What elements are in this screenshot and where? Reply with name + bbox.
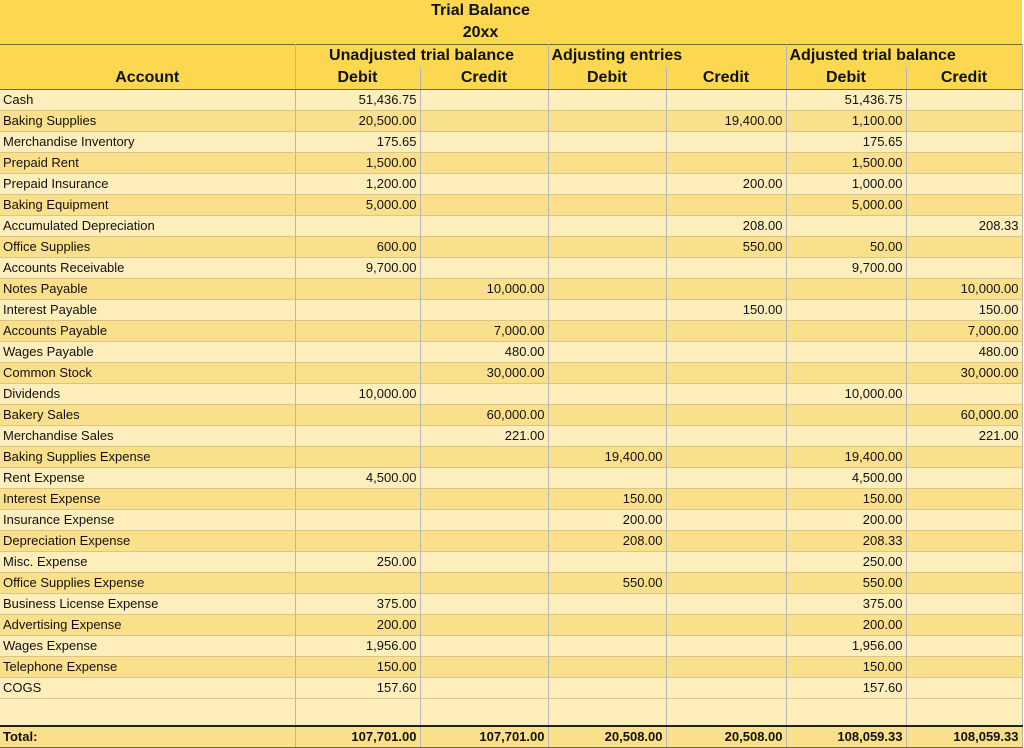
cell-unadjusted-debit[interactable]: 9,700.00	[295, 258, 420, 279]
cell-unadjusted-credit[interactable]	[420, 552, 548, 573]
cell-adjusting-credit[interactable]	[666, 258, 786, 279]
cell-account[interactable]: Prepaid Insurance	[0, 174, 295, 195]
cell-adjusting-debit[interactable]	[548, 615, 666, 636]
cell-adjusting-credit[interactable]: 19,400.00	[666, 111, 786, 132]
table-row	[0, 594, 1022, 615]
cell-adjusted-credit[interactable]	[906, 573, 1022, 594]
cell-adjusting-debit[interactable]	[548, 195, 666, 216]
cell-adjusting-credit[interactable]	[666, 153, 786, 174]
cell-adjusting-credit[interactable]	[666, 279, 786, 300]
cell-unadjusted-debit[interactable]	[295, 531, 420, 552]
cell-unadjusted-credit[interactable]	[420, 258, 548, 279]
cell-unadjusted-debit[interactable]: 20,500.00	[295, 111, 420, 132]
cell-account[interactable]: Wages Expense	[0, 636, 295, 657]
cell-adjusted-credit[interactable]: 480.00	[906, 342, 1022, 363]
cell-account[interactable]: Wages Payable	[0, 342, 295, 363]
cell-adjusting-debit[interactable]	[548, 321, 666, 342]
cell-adjusted-debit[interactable]: 157.60	[786, 678, 906, 699]
table-row	[0, 153, 1022, 174]
table-row	[0, 552, 1022, 573]
cell-adjusting-debit[interactable]	[548, 174, 666, 195]
cell-adjusted-credit[interactable]	[906, 468, 1022, 489]
cell-adjusted-debit[interactable]	[786, 405, 906, 426]
cell-unadjusted-credit[interactable]	[420, 216, 548, 237]
cell-adjusting-debit[interactable]	[548, 342, 666, 363]
cell-unadjusted-credit[interactable]	[420, 657, 548, 678]
col-header-adjusting-debit[interactable]: Debit	[548, 67, 666, 90]
cell-account[interactable]: Business License Expense	[0, 594, 295, 615]
cell-adjusting-credit[interactable]	[666, 363, 786, 384]
cell-adjusted-credit[interactable]: 30,000.00	[906, 363, 1022, 384]
cell-unadjusted-debit[interactable]: 10,000.00	[295, 384, 420, 405]
cell-adjusting-debit[interactable]	[548, 426, 666, 447]
cell-unadjusted-debit[interactable]	[295, 300, 420, 321]
table-row	[0, 573, 1022, 594]
cell-unadjusted-credit[interactable]	[420, 468, 548, 489]
cell-adjusted-credit[interactable]	[906, 489, 1022, 510]
cell-adjusted-debit[interactable]: 10,000.00	[786, 384, 906, 405]
cell-adjusted-credit[interactable]	[906, 552, 1022, 573]
cell-adjusting-credit[interactable]	[666, 510, 786, 531]
cell-adjusting-debit[interactable]	[548, 300, 666, 321]
cell-adjusted-credit[interactable]: 10,000.00	[906, 279, 1022, 300]
total-unadjusted-credit[interactable]: 107,701.00	[420, 726, 548, 748]
cell-adjusting-debit[interactable]	[548, 594, 666, 615]
cell-adjusting-credit[interactable]	[666, 573, 786, 594]
cell-unadjusted-debit[interactable]	[295, 573, 420, 594]
cell-unadjusted-debit[interactable]	[295, 447, 420, 468]
cell-adjusted-debit[interactable]: 4,500.00	[786, 468, 906, 489]
table-row	[0, 384, 1022, 405]
cell-account[interactable]: Baking Supplies	[0, 111, 295, 132]
cell-account[interactable]: Dividends	[0, 384, 295, 405]
cell-adjusted-credit[interactable]: 60,000.00	[906, 405, 1022, 426]
col-header-unadjusted-debit[interactable]: Debit	[295, 67, 420, 90]
cell-unadjusted-debit[interactable]	[295, 363, 420, 384]
table-row	[0, 111, 1022, 132]
table-row	[0, 426, 1022, 447]
cell-unadjusted-credit[interactable]	[420, 195, 548, 216]
cell-adjusted-credit[interactable]	[906, 111, 1022, 132]
cell-adjusted-credit[interactable]	[906, 174, 1022, 195]
cell-adjusted-credit[interactable]	[906, 258, 1022, 279]
cell-adjusting-credit[interactable]: 150.00	[666, 300, 786, 321]
cell-adjusting-debit[interactable]	[548, 678, 666, 699]
cell-adjusted-debit[interactable]: 208.33	[786, 531, 906, 552]
cell-adjusted-debit[interactable]: 550.00	[786, 573, 906, 594]
cell-adjusting-debit[interactable]	[548, 258, 666, 279]
cell-adjusted-credit[interactable]	[906, 132, 1022, 153]
table-row	[0, 531, 1022, 552]
cell-adjusted-debit[interactable]: 150.00	[786, 489, 906, 510]
total-unadjusted-debit[interactable]: 107,701.00	[295, 726, 420, 748]
cell-unadjusted-credit[interactable]	[420, 678, 548, 699]
cell-unadjusted-credit[interactable]	[420, 111, 548, 132]
cell-adjusted-debit[interactable]	[786, 216, 906, 237]
cell-adjusted-debit[interactable]: 175.65	[786, 132, 906, 153]
cell-unadjusted-credit[interactable]	[420, 384, 548, 405]
cell-unadjusted-credit[interactable]	[420, 300, 548, 321]
cell-unadjusted-credit[interactable]: 30,000.00	[420, 363, 548, 384]
group-header-unadjusted[interactable]: Unadjusted trial balance	[295, 45, 548, 68]
cell-unadjusted-debit[interactable]	[295, 489, 420, 510]
sheet-subtitle[interactable]: 20xx	[295, 22, 666, 45]
cell-unadjusted-debit[interactable]: 51,436.75	[295, 90, 420, 111]
cell-adjusting-debit[interactable]	[548, 384, 666, 405]
cell-adjusted-debit[interactable]	[786, 363, 906, 384]
cell-adjusting-debit[interactable]	[548, 363, 666, 384]
cell-unadjusted-credit[interactable]	[420, 132, 548, 153]
cell-adjusted-debit[interactable]: 51,436.75	[786, 90, 906, 111]
group-header-adjusting[interactable]: Adjusting entries	[548, 45, 786, 68]
table-row	[0, 279, 1022, 300]
cell-adjusting-credit[interactable]	[666, 342, 786, 363]
cell-adjusted-credit[interactable]: 150.00	[906, 300, 1022, 321]
cell-account[interactable]: Telephone Expense	[0, 657, 295, 678]
cell-adjusted-debit[interactable]	[786, 426, 906, 447]
cell-adjusted-credit[interactable]	[906, 153, 1022, 174]
total-adjusted-credit[interactable]: 108,059.33	[906, 726, 1022, 748]
cell-adjusted-debit[interactable]: 1,956.00	[786, 636, 906, 657]
sheet-title[interactable]: Trial Balance	[295, 0, 666, 22]
cell-unadjusted-credit[interactable]	[420, 90, 548, 111]
cell-adjusting-credit[interactable]	[666, 195, 786, 216]
cell-adjusted-credit[interactable]: 7,000.00	[906, 321, 1022, 342]
cell-account[interactable]: Interest Expense	[0, 489, 295, 510]
table-row	[0, 216, 1022, 237]
cell-adjusting-debit[interactable]: 550.00	[548, 573, 666, 594]
cell-unadjusted-credit[interactable]: 7,000.00	[420, 321, 548, 342]
table-row	[0, 363, 1022, 384]
group-header-adjusted[interactable]: Adjusted trial balance	[786, 45, 1022, 68]
cell-adjusting-debit[interactable]	[548, 468, 666, 489]
cell-adjusting-credit[interactable]	[666, 384, 786, 405]
col-header-adjusted-credit[interactable]: Credit	[906, 67, 1022, 90]
table-row	[0, 678, 1022, 699]
cell-adjusting-debit[interactable]	[548, 405, 666, 426]
cell-account[interactable]: COGS	[0, 678, 295, 699]
cell-unadjusted-debit[interactable]: 200.00	[295, 615, 420, 636]
table-row	[0, 174, 1022, 195]
cell-adjusted-credit[interactable]	[906, 195, 1022, 216]
cell-unadjusted-credit[interactable]	[420, 636, 548, 657]
cell-adjusting-credit[interactable]	[666, 657, 786, 678]
cell-adjusted-debit[interactable]: 1,000.00	[786, 174, 906, 195]
cell-unadjusted-debit[interactable]: 150.00	[295, 657, 420, 678]
cell-adjusted-credit[interactable]	[906, 594, 1022, 615]
cell-adjusting-debit[interactable]: 19,400.00	[548, 447, 666, 468]
cell-unadjusted-debit[interactable]	[295, 321, 420, 342]
cell-unadjusted-debit[interactable]: 175.65	[295, 132, 420, 153]
cell-adjusting-credit[interactable]	[666, 426, 786, 447]
table-row	[0, 237, 1022, 258]
cell-unadjusted-debit[interactable]: 600.00	[295, 237, 420, 258]
cell-unadjusted-debit[interactable]: 250.00	[295, 552, 420, 573]
total-adjusting-credit[interactable]: 20,508.00	[666, 726, 786, 748]
cell-adjusting-debit[interactable]	[548, 153, 666, 174]
table-row	[0, 447, 1022, 468]
cell-adjusted-credit[interactable]	[906, 636, 1022, 657]
table-row	[0, 615, 1022, 636]
cell-adjusting-credit[interactable]	[666, 468, 786, 489]
cell-account[interactable]: Merchandise Inventory	[0, 132, 295, 153]
cell-adjusted-debit[interactable]: 150.00	[786, 657, 906, 678]
table-row	[0, 489, 1022, 510]
cell-adjusted-debit[interactable]: 50.00	[786, 237, 906, 258]
total-label[interactable]: Total:	[0, 726, 295, 748]
cell-unadjusted-debit[interactable]: 1,200.00	[295, 174, 420, 195]
col-header-unadjusted-credit[interactable]: Credit	[420, 67, 548, 90]
cell-account[interactable]: Office Supplies	[0, 237, 295, 258]
cell-account[interactable]: Merchandise Sales	[0, 426, 295, 447]
cell-account[interactable]: Depreciation Expense	[0, 531, 295, 552]
cell-unadjusted-debit[interactable]: 375.00	[295, 594, 420, 615]
cell-account[interactable]: Baking Equipment	[0, 195, 295, 216]
cell-unadjusted-debit[interactable]: 1,500.00	[295, 153, 420, 174]
total-adjusted-debit[interactable]: 108,059.33	[786, 726, 906, 748]
cell-adjusted-debit[interactable]: 375.00	[786, 594, 906, 615]
cell-adjusted-credit[interactable]	[906, 447, 1022, 468]
table-row	[0, 405, 1022, 426]
cell-adjusted-credit[interactable]: 208.33	[906, 216, 1022, 237]
cell-adjusted-debit[interactable]	[786, 321, 906, 342]
cell-unadjusted-debit[interactable]: 5,000.00	[295, 195, 420, 216]
cell-adjusted-credit[interactable]	[906, 657, 1022, 678]
cell-account[interactable]: Prepaid Rent	[0, 153, 295, 174]
cell-unadjusted-debit[interactable]: 157.60	[295, 678, 420, 699]
cell-adjusting-debit[interactable]	[548, 636, 666, 657]
cell-adjusted-credit[interactable]: 221.00	[906, 426, 1022, 447]
cell-account[interactable]: Common Stock	[0, 363, 295, 384]
cell-adjusting-credit[interactable]	[666, 594, 786, 615]
table-row	[0, 195, 1022, 216]
col-header-adjusting-credit[interactable]: Credit	[666, 67, 786, 90]
cell-unadjusted-credit[interactable]: 60,000.00	[420, 405, 548, 426]
cell-unadjusted-debit[interactable]	[295, 342, 420, 363]
cell-adjusted-debit[interactable]	[786, 279, 906, 300]
cell-adjusting-debit[interactable]	[548, 237, 666, 258]
cell-adjusted-debit[interactable]: 5,000.00	[786, 195, 906, 216]
cell-adjusted-debit[interactable]: 200.00	[786, 510, 906, 531]
cell-adjusting-credit[interactable]	[666, 615, 786, 636]
total-row	[0, 726, 1022, 748]
cell-adjusting-debit[interactable]	[548, 132, 666, 153]
cell-unadjusted-credit[interactable]	[420, 489, 548, 510]
cell-adjusted-credit[interactable]	[906, 237, 1022, 258]
cell-adjusting-credit[interactable]: 200.00	[666, 174, 786, 195]
cell-adjusted-credit[interactable]	[906, 615, 1022, 636]
cell-adjusting-credit[interactable]	[666, 321, 786, 342]
col-header-account[interactable]: Account	[0, 67, 295, 90]
cell-adjusting-debit[interactable]	[548, 216, 666, 237]
total-adjusting-debit[interactable]: 20,508.00	[548, 726, 666, 748]
cell-unadjusted-debit[interactable]: 4,500.00	[295, 468, 420, 489]
cell-unadjusted-credit[interactable]	[420, 615, 548, 636]
table-row	[0, 321, 1022, 342]
cell-adjusted-debit[interactable]	[786, 342, 906, 363]
cell-unadjusted-credit[interactable]	[420, 510, 548, 531]
cell-account[interactable]: Notes Payable	[0, 279, 295, 300]
cell-adjusting-credit[interactable]	[666, 531, 786, 552]
table-row	[0, 132, 1022, 153]
cell-adjusting-credit[interactable]: 550.00	[666, 237, 786, 258]
cell-adjusted-debit[interactable]: 19,400.00	[786, 447, 906, 468]
cell-adjusting-debit[interactable]	[548, 90, 666, 111]
cell-account[interactable]: Accounts Payable	[0, 321, 295, 342]
cell-adjusting-credit[interactable]	[666, 552, 786, 573]
cell-unadjusted-credit[interactable]	[420, 153, 548, 174]
cell-account[interactable]: Misc. Expense	[0, 552, 295, 573]
cell-adjusting-credit[interactable]	[666, 90, 786, 111]
cell-adjusting-credit[interactable]	[666, 132, 786, 153]
cell-unadjusted-credit[interactable]	[420, 594, 548, 615]
cell-adjusting-credit[interactable]	[666, 678, 786, 699]
cell-account[interactable]: Office Supplies Expense	[0, 573, 295, 594]
cell-account[interactable]: Interest Payable	[0, 300, 295, 321]
cell-unadjusted-credit[interactable]: 221.00	[420, 426, 548, 447]
cell-adjusting-debit[interactable]: 150.00	[548, 489, 666, 510]
cell-unadjusted-credit[interactable]	[420, 531, 548, 552]
cell-adjusted-credit[interactable]	[906, 90, 1022, 111]
cell-account[interactable]: Baking Supplies Expense	[0, 447, 295, 468]
cell-adjusting-debit[interactable]	[548, 279, 666, 300]
table-row	[0, 300, 1022, 321]
cell-adjusting-credit[interactable]	[666, 405, 786, 426]
cell-unadjusted-credit[interactable]	[420, 237, 548, 258]
cell-unadjusted-credit[interactable]	[420, 573, 548, 594]
col-header-adjusted-debit[interactable]: Debit	[786, 67, 906, 90]
cell-account[interactable]: Cash	[0, 90, 295, 111]
table-row	[0, 342, 1022, 363]
cell-account[interactable]: Insurance Expense	[0, 510, 295, 531]
cell-unadjusted-credit[interactable]: 10,000.00	[420, 279, 548, 300]
cell-adjusted-credit[interactable]	[906, 531, 1022, 552]
cell-adjusting-credit[interactable]: 208.00	[666, 216, 786, 237]
cell-adjusting-credit[interactable]	[666, 636, 786, 657]
cell-unadjusted-debit[interactable]	[295, 279, 420, 300]
cell-unadjusted-credit[interactable]	[420, 174, 548, 195]
cell-account[interactable]: Advertising Expense	[0, 615, 295, 636]
cell-adjusting-debit[interactable]: 200.00	[548, 510, 666, 531]
cell-adjusting-debit[interactable]	[548, 657, 666, 678]
cell-adjusting-credit[interactable]	[666, 447, 786, 468]
cell-unadjusted-debit[interactable]	[295, 426, 420, 447]
table-row	[0, 90, 1022, 111]
cell-unadjusted-debit[interactable]: 1,956.00	[295, 636, 420, 657]
cell-account[interactable]: Rent Expense	[0, 468, 295, 489]
table-row	[0, 258, 1022, 279]
table-row	[0, 510, 1022, 531]
cell-unadjusted-debit[interactable]	[295, 405, 420, 426]
cell-account[interactable]: Bakery Sales	[0, 405, 295, 426]
cell-adjusting-debit[interactable]	[548, 111, 666, 132]
cell-unadjusted-credit[interactable]	[420, 447, 548, 468]
cell-adjusted-debit[interactable]: 9,700.00	[786, 258, 906, 279]
cell-adjusted-credit[interactable]	[906, 384, 1022, 405]
cell-adjusted-debit[interactable]: 1,100.00	[786, 111, 906, 132]
cell-account[interactable]: Accumulated Depreciation	[0, 216, 295, 237]
cell-adjusted-debit[interactable]: 1,500.00	[786, 153, 906, 174]
cell-adjusted-credit[interactable]	[906, 678, 1022, 699]
cell-adjusted-debit[interactable]: 200.00	[786, 615, 906, 636]
table-row	[0, 636, 1022, 657]
cell-unadjusted-credit[interactable]: 480.00	[420, 342, 548, 363]
cell-unadjusted-debit[interactable]	[295, 216, 420, 237]
cell-adjusted-debit[interactable]: 250.00	[786, 552, 906, 573]
cell-adjusted-debit[interactable]	[786, 300, 906, 321]
cell-adjusting-debit[interactable]	[548, 552, 666, 573]
table-row	[0, 657, 1022, 678]
cell-account[interactable]: Accounts Receivable	[0, 258, 295, 279]
table-row	[0, 468, 1022, 489]
cell-unadjusted-debit[interactable]	[295, 510, 420, 531]
cell-adjusting-debit[interactable]: 208.00	[548, 531, 666, 552]
cell-adjusting-credit[interactable]	[666, 489, 786, 510]
blank-row	[0, 699, 1022, 727]
cell-adjusted-credit[interactable]	[906, 510, 1022, 531]
